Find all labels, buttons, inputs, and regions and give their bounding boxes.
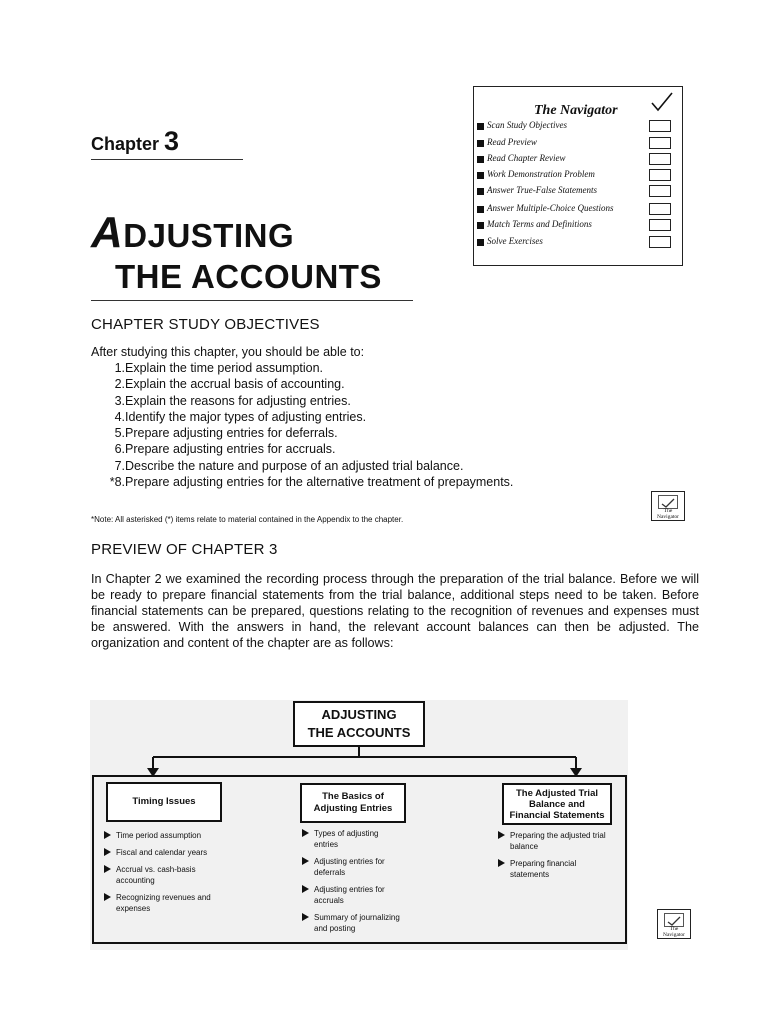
topic-list-basics: [302, 828, 404, 940]
topic-box-basics: The Basics of Adjusting Entries: [300, 783, 406, 823]
objective-item: 5. Prepare adjusting entries for deferrals.: [114, 426, 338, 441]
objective-item: 4. Identify the major types of adjusting entries.: [114, 409, 367, 424]
navigator-item: Match Terms and Definitions: [477, 218, 677, 234]
list-item: Types of adjusting entries: [302, 828, 404, 850]
chapter-number: 3: [164, 126, 180, 156]
checkbox[interactable]: [649, 169, 671, 181]
topic-list-timing: [104, 830, 222, 920]
connector-lines: [90, 745, 630, 779]
navigator-item: Read Preview: [477, 136, 677, 152]
preview-heading: PREVIEW OF CHAPTER 3: [91, 541, 278, 558]
chapter-title-line2: THE ACCOUNTS: [115, 258, 382, 295]
chapter-label: Chapter 3: [91, 126, 180, 156]
diagram-root-box: ADJUSTING THE ACCOUNTS: [293, 701, 425, 747]
bullet-icon: [477, 140, 484, 147]
navigator-item: Answer Multiple-Choice Questions: [477, 202, 677, 218]
checkbox[interactable]: [649, 120, 671, 132]
appendix-note: *Note: All asterisked (*) items relate to material contained in the Appendix to the chapter.: [91, 515, 404, 524]
objectives-list: [91, 361, 514, 491]
bullet-icon: [477, 206, 484, 213]
navigator-icon[interactable]: The Navigator: [657, 909, 691, 939]
objective-item: *8. Prepare adjusting entries for the alternative treatment of prepayments.: [109, 475, 514, 490]
bullet-icon: [477, 188, 484, 195]
bullet-icon: [477, 172, 484, 179]
objective-item: 6. Prepare adjusting entries for accruals.: [114, 442, 336, 457]
chapter-title-line1: ADJUSTING: [91, 208, 295, 257]
list-item: Time period assumption: [104, 830, 222, 841]
objective-item: 1. Explain the time period assumption.: [114, 361, 324, 375]
navigator-item: Solve Exercises: [477, 235, 677, 251]
objective-item: 3. Explain the reasons for adjusting entries.: [114, 393, 351, 408]
navigator-item: Read Chapter Review: [477, 152, 677, 168]
list-item: Adjusting entries for accruals: [302, 884, 404, 906]
checkmark-icon: [650, 91, 674, 113]
list-item: Adjusting entries for deferrals: [302, 856, 404, 878]
checkbox[interactable]: [649, 185, 671, 197]
objective-item: 2. Explain the accrual basis of accounting.: [114, 377, 345, 392]
topic-box-adjusted-trial-balance: The Adjusted Trial Balance and Financial Statements: [502, 783, 612, 825]
divider: [91, 159, 243, 160]
checkbox[interactable]: [649, 137, 671, 149]
objective-item: 7. Describe the nature and purpose of an adjusted trial balance.: [114, 458, 464, 473]
list-item: Preparing financial statements: [498, 858, 608, 880]
bullet-icon: [477, 222, 484, 229]
objectives-heading: CHAPTER STUDY OBJECTIVES: [91, 316, 320, 333]
topic-box-timing: Timing Issues: [106, 782, 222, 822]
list-item: Summary of journalizing and posting: [302, 912, 404, 934]
navigator-checklist: [473, 86, 683, 266]
checkbox[interactable]: [649, 236, 671, 248]
list-item: Accrual vs. cash-basis accounting: [104, 864, 222, 886]
bullet-icon: [477, 239, 484, 246]
list-item: Fiscal and calendar years: [104, 847, 222, 858]
navigator-title: The Navigator: [534, 103, 618, 118]
topic-list-adjusted-trial-balance: [498, 830, 608, 886]
navigator-item: Answer True-False Statements: [477, 184, 677, 200]
objectives-intro: After studying this chapter, you should be able to:: [91, 345, 365, 359]
navigator-item: Work Demonstration Problem: [477, 168, 677, 184]
bullet-icon: [477, 123, 484, 130]
checkbox[interactable]: [649, 153, 671, 165]
checkbox[interactable]: [649, 219, 671, 231]
divider: [91, 300, 413, 301]
navigator-icon[interactable]: The Navigator: [651, 491, 685, 521]
list-item: Preparing the adjusted trial balance: [498, 830, 608, 852]
preview-paragraph: In Chapter 2 we examined the recording process through the preparation of the trial balance. Before we will be ready to prepare financial statements from the trial balance, additional steps need to be taken. Before financial statements can be prepared, questions relating to the recognition of revenues and expenses must be answered. With the answers in hand, the relevant account balances can then be adjusted. The organization and content of the chapter are as follows:: [91, 572, 699, 650]
checkbox[interactable]: [649, 203, 671, 215]
navigator-item: Scan Study Objectives: [477, 119, 677, 135]
list-item: Recognizing revenues and expenses: [104, 892, 222, 914]
bullet-icon: [477, 156, 484, 163]
